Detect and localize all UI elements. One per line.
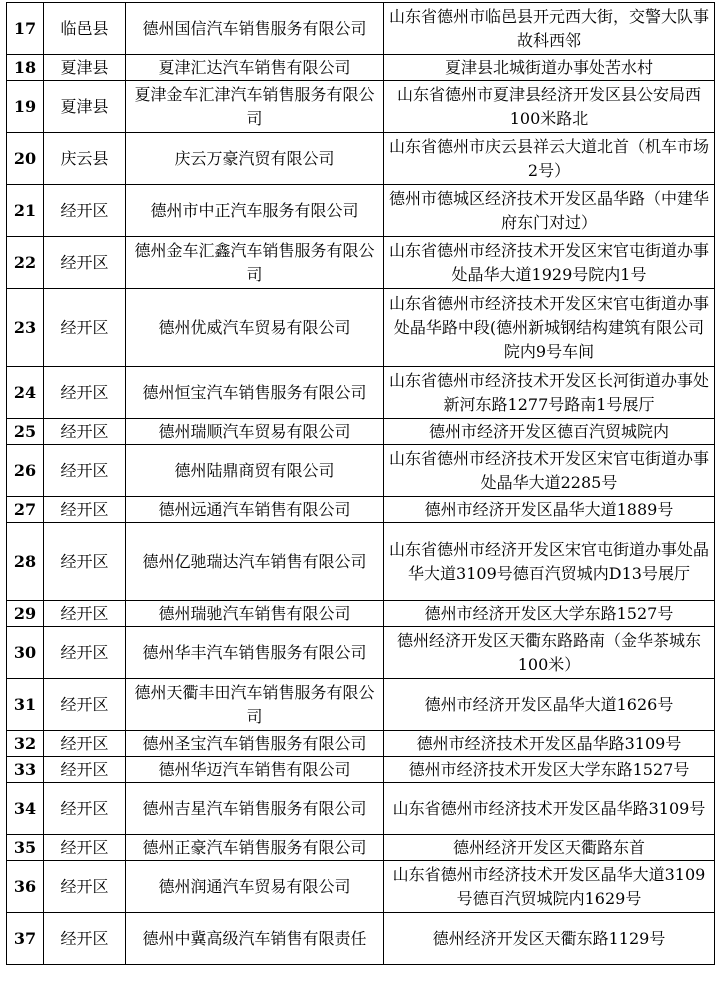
row-number: 26 — [7, 445, 44, 497]
address-cell: 山东省德州市经济技术开发区宋官屯街道办事处晶华大道2285号 — [384, 445, 715, 497]
table-row — [7, 523, 715, 601]
row-number: 25 — [7, 419, 44, 445]
county-cell: 经开区 — [44, 523, 126, 601]
company-cell: 德州华迈汽车销售有限公司 — [126, 757, 384, 783]
row-number: 33 — [7, 757, 44, 783]
county-cell: 经开区 — [44, 445, 126, 497]
row-number: 30 — [7, 627, 44, 679]
table-row — [7, 55, 715, 81]
row-number: 24 — [7, 367, 44, 419]
row-number: 18 — [7, 55, 44, 81]
address-cell: 山东省德州市经济技术开发区晶华路3109号 — [384, 783, 715, 835]
address-cell: 山东省德州市经济开发区宋官屯街道办事处晶华大道3109号德百汽贸城内D13号展厅 — [384, 523, 715, 601]
address-cell: 山东省德州市经济技术开发区晶华大道3109号德百汽贸城院内1629号 — [384, 861, 715, 913]
address-cell: 德州市经济技术开发区晶华路3109号 — [384, 731, 715, 757]
company-cell: 德州天衢丰田汽车销售服务有限公司 — [126, 679, 384, 731]
table-row — [7, 861, 715, 913]
row-number: 21 — [7, 185, 44, 237]
address-cell: 山东省德州市经济技术开发区宋官屯街道办事处晶华路中段(德州新城钢结构建筑有限公司院内9号车间 — [384, 289, 715, 367]
address-cell: 山东省德州市庆云县祥云大道北首（机车市场2号） — [384, 133, 715, 185]
company-cell: 德州恒宝汽车销售服务有限公司 — [126, 367, 384, 419]
company-cell: 夏津汇达汽车销售有限公司 — [126, 55, 384, 81]
row-number: 23 — [7, 289, 44, 367]
address-cell: 德州市经济开发区晶华大道1889号 — [384, 497, 715, 523]
county-cell: 庆云县 — [44, 133, 126, 185]
row-number: 20 — [7, 133, 44, 185]
county-cell: 经开区 — [44, 679, 126, 731]
row-number: 27 — [7, 497, 44, 523]
company-cell: 德州亿驰瑞达汽车销售有限公司 — [126, 523, 384, 601]
address-cell: 德州市经济开发区德百汽贸城院内 — [384, 419, 715, 445]
county-cell: 经开区 — [44, 601, 126, 627]
table-row — [7, 81, 715, 133]
table-row — [7, 757, 715, 783]
address-cell: 山东省德州市夏津县经济开发区县公安局西100米路北 — [384, 81, 715, 133]
company-cell: 德州圣宝汽车销售服务有限公司 — [126, 731, 384, 757]
county-cell: 经开区 — [44, 731, 126, 757]
company-cell: 德州陆鼎商贸有限公司 — [126, 445, 384, 497]
row-number: 19 — [7, 81, 44, 133]
table-row — [7, 627, 715, 679]
company-cell: 德州国信汽车销售服务有限公司 — [126, 3, 384, 55]
company-cell: 德州金车汇鑫汽车销售服务有限公司 — [126, 237, 384, 289]
table-row — [7, 835, 715, 861]
company-cell: 德州瑞顺汽车贸易有限公司 — [126, 419, 384, 445]
county-cell: 夏津县 — [44, 55, 126, 81]
company-cell: 德州优威汽车贸易有限公司 — [126, 289, 384, 367]
table-row — [7, 133, 715, 185]
county-cell: 夏津县 — [44, 81, 126, 133]
county-cell: 经开区 — [44, 289, 126, 367]
county-cell: 经开区 — [44, 757, 126, 783]
county-cell: 经开区 — [44, 367, 126, 419]
address-cell: 德州经济开发区天衢路东首 — [384, 835, 715, 861]
table-row — [7, 289, 715, 367]
company-cell: 庆云万豪汽贸有限公司 — [126, 133, 384, 185]
table-row — [7, 3, 715, 55]
county-cell: 经开区 — [44, 913, 126, 965]
address-cell: 德州经济开发区天衢东路路南（金华茶城东100米） — [384, 627, 715, 679]
address-cell: 德州市经济开发区晶华大道1626号 — [384, 679, 715, 731]
row-number: 34 — [7, 783, 44, 835]
table-row — [7, 497, 715, 523]
row-number: 29 — [7, 601, 44, 627]
company-cell: 德州润通汽车贸易有限公司 — [126, 861, 384, 913]
company-cell: 德州瑞驰汽车销售有限公司 — [126, 601, 384, 627]
company-cell: 德州远通汽车销售有限公司 — [126, 497, 384, 523]
row-number: 31 — [7, 679, 44, 731]
company-cell: 德州市中正汽车服务有限公司 — [126, 185, 384, 237]
county-cell: 经开区 — [44, 627, 126, 679]
county-cell: 经开区 — [44, 497, 126, 523]
table-row — [7, 237, 715, 289]
county-cell: 经开区 — [44, 185, 126, 237]
table-row — [7, 679, 715, 731]
table-row — [7, 783, 715, 835]
county-cell: 经开区 — [44, 237, 126, 289]
row-number: 32 — [7, 731, 44, 757]
row-number: 37 — [7, 913, 44, 965]
county-cell: 经开区 — [44, 861, 126, 913]
company-cell: 夏津金车汇津汽车销售服务有限公司 — [126, 81, 384, 133]
table-row — [7, 913, 715, 965]
row-number: 22 — [7, 237, 44, 289]
table-row — [7, 185, 715, 237]
table-row — [7, 419, 715, 445]
address-cell: 夏津县北城街道办事处苦水村 — [384, 55, 715, 81]
company-cell: 德州中冀高级汽车销售有限责任 — [126, 913, 384, 965]
address-cell: 德州市德城区经济技术开发区晶华路（中建华府东门对过） — [384, 185, 715, 237]
address-cell: 山东省德州市经济技术开发区长河街道办事处新河东路1277号路南1号展厅 — [384, 367, 715, 419]
county-cell: 经开区 — [44, 783, 126, 835]
dealer-table — [6, 2, 715, 965]
table-row — [7, 601, 715, 627]
county-cell: 临邑县 — [44, 3, 126, 55]
company-cell: 德州吉星汽车销售服务有限公司 — [126, 783, 384, 835]
row-number: 17 — [7, 3, 44, 55]
table-row — [7, 731, 715, 757]
address-cell: 德州市经济开发区大学东路1527号 — [384, 601, 715, 627]
company-cell: 德州正豪汽车销售服务有限公司 — [126, 835, 384, 861]
company-cell: 德州华丰汽车销售服务有限公司 — [126, 627, 384, 679]
row-number: 28 — [7, 523, 44, 601]
table-row — [7, 445, 715, 497]
county-cell: 经开区 — [44, 835, 126, 861]
row-number: 36 — [7, 861, 44, 913]
row-number: 35 — [7, 835, 44, 861]
address-cell: 德州市经济技术开发区大学东路1527号 — [384, 757, 715, 783]
address-cell: 德州经济开发区天衢东路1129号 — [384, 913, 715, 965]
county-cell: 经开区 — [44, 419, 126, 445]
address-cell: 山东省德州市经济技术开发区宋官屯街道办事处晶华大道1929号院内1号 — [384, 237, 715, 289]
address-cell: 山东省德州市临邑县开元西大街，交警大队事故科西邻 — [384, 3, 715, 55]
table-row — [7, 367, 715, 419]
